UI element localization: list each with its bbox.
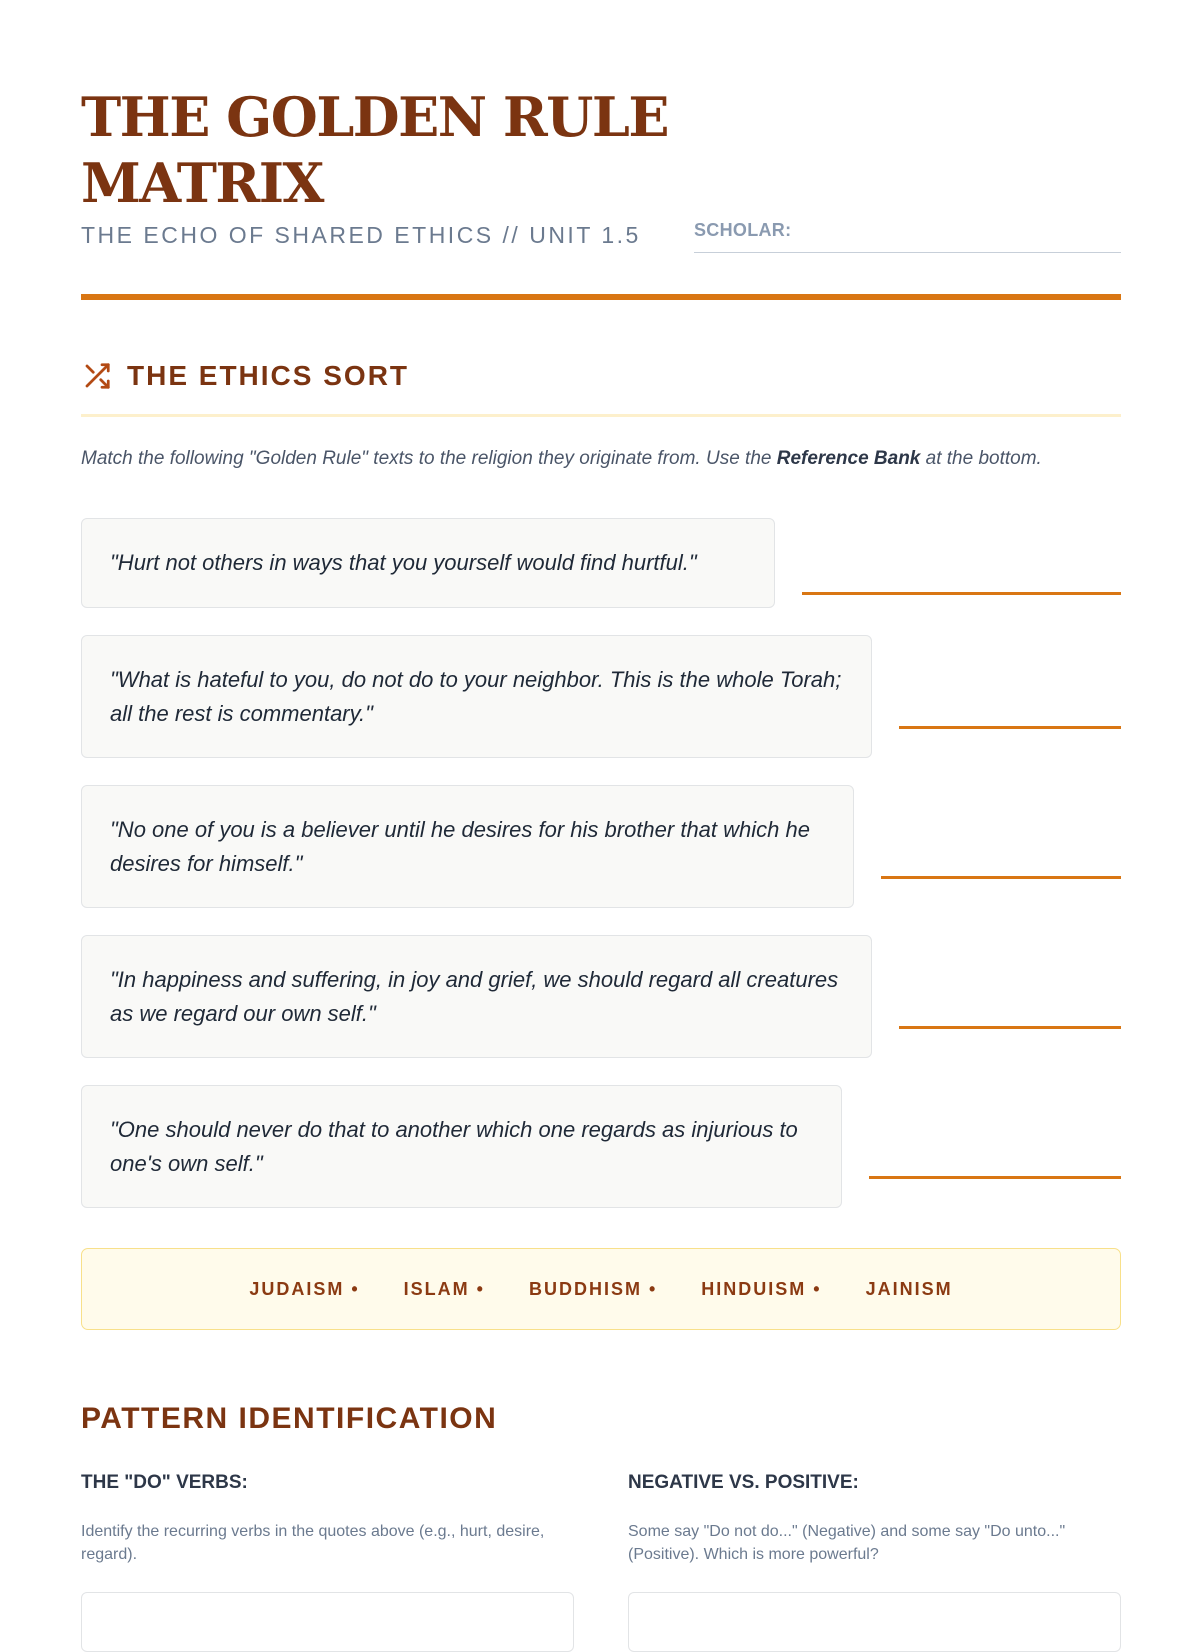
section-divider	[81, 414, 1121, 417]
negative-positive-description: Some say "Do not do..." (Negative) and some say "Do unto..." (Positive). Which is more powerful?	[628, 1523, 1066, 1563]
quote-text: "One should never do that to another which one regards as injurious to one's own self."	[110, 1116, 798, 1176]
quote-card	[81, 935, 872, 1058]
do-verbs-answer-box[interactable]	[81, 1592, 574, 1652]
instructions-text-end: at the bottom.	[920, 448, 1042, 469]
reference-bank	[81, 1248, 1121, 1330]
bank-item-jainism: JAINISM	[865, 1278, 953, 1299]
quote-card	[81, 518, 775, 608]
title-line-1: THE GOLDEN RULE	[81, 85, 669, 149]
scholar-name-field[interactable]	[694, 220, 1121, 253]
ethics-sort-title: THE ETHICS SORT	[127, 360, 410, 391]
answer-line[interactable]	[869, 1176, 1121, 1179]
quote-card	[81, 635, 872, 758]
worksheet-subtitle: THE ECHO OF SHARED ETHICS // UNIT 1.5	[81, 222, 641, 248]
do-verbs-description: Identify the recurring verbs in the quotes above (e.g., hurt, desire, regard).	[81, 1523, 545, 1563]
header-divider	[81, 294, 1121, 300]
answer-line[interactable]	[802, 592, 1121, 595]
bank-item-judaism: JUDAISM •	[249, 1278, 360, 1299]
instructions-text-start: Match the following "Golden Rule" texts to the religion they originate from. Use the	[81, 448, 777, 469]
quote-text: "In happiness and suffering, in joy and grief, we should regard all creatures as we regard our own self."	[110, 966, 839, 1026]
negative-positive-heading: NEGATIVE VS. POSITIVE:	[628, 1472, 859, 1493]
instructions-emphasis: Reference Bank	[776, 448, 921, 469]
ethics-sort-heading	[81, 356, 409, 396]
pattern-section-title: PATTERN IDENTIFICATION	[81, 1402, 498, 1435]
worksheet-title	[81, 84, 668, 216]
quote-text: "Hurt not others in ways that you yourself would find hurtful."	[110, 550, 697, 575]
answer-line[interactable]	[881, 876, 1121, 879]
sort-instructions	[81, 448, 1121, 470]
shuffle-icon	[81, 361, 113, 391]
bank-item-buddhism: BUDDHISM •	[528, 1278, 658, 1299]
quote-text: "No one of you is a believer until he desires for his brother that which he desires for himself."	[110, 816, 810, 876]
do-verbs-heading: THE "DO" VERBS:	[81, 1472, 248, 1493]
answer-line[interactable]	[899, 726, 1121, 729]
quote-card	[81, 1085, 842, 1208]
bank-item-islam: ISLAM •	[403, 1278, 485, 1299]
answer-line[interactable]	[899, 1026, 1121, 1029]
bank-item-hinduism: HINDUISM •	[701, 1278, 822, 1299]
title-line-2: MATRIX	[81, 151, 323, 215]
quote-text: "What is hateful to you, do not do to your neighbor. This is the whole Torah; all the rest is commentary."	[110, 666, 842, 726]
negative-positive-answer-box[interactable]	[628, 1592, 1121, 1652]
scholar-label: SCHOLAR:	[694, 220, 792, 240]
quote-card	[81, 785, 854, 908]
